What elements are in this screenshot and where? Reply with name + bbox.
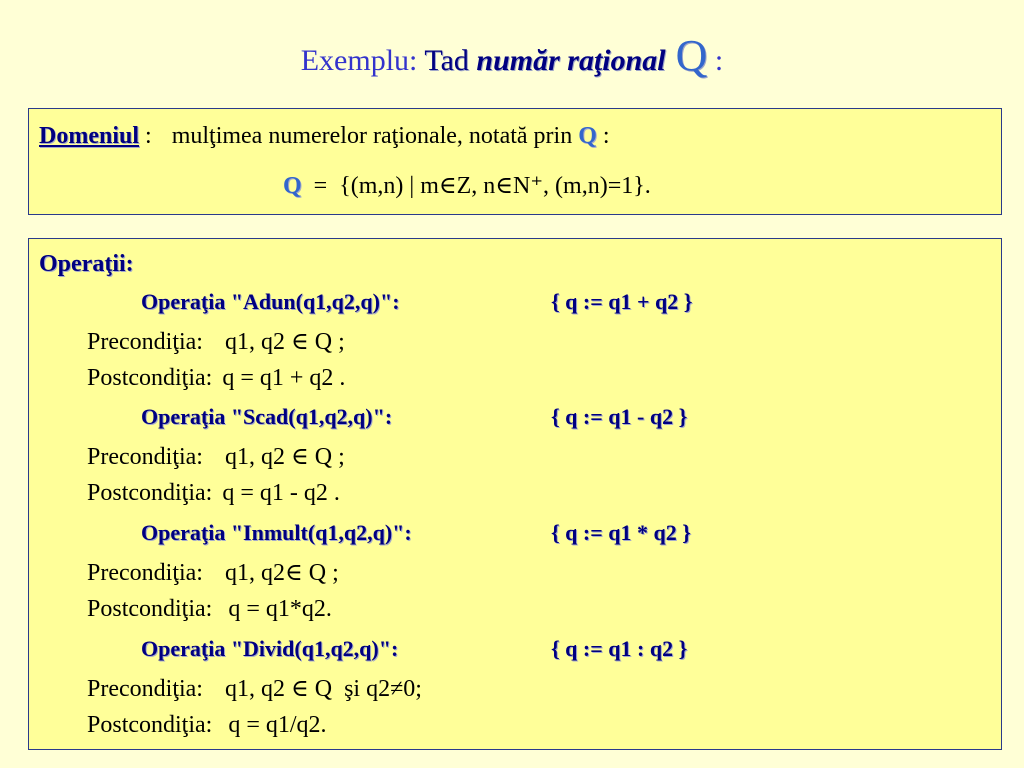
precondition-label: Precondiţia: bbox=[87, 676, 203, 702]
operation-signature: Operaţia "Adun(q1,q2,q)": bbox=[141, 289, 400, 314]
operation-effect: { q := q1 + q2 } bbox=[551, 289, 693, 314]
precondition-label: Precondiţia: bbox=[87, 560, 203, 586]
definition-equals: = bbox=[301, 173, 340, 199]
title-prefix: Exemplu: bbox=[300, 44, 425, 77]
title-tad: Tad bbox=[424, 44, 469, 77]
operation-effect: { q := q1 : q2 } bbox=[551, 636, 688, 661]
operation-signature: Operaţia "Divid(q1,q2,q)": bbox=[141, 636, 399, 661]
domain-symbol: Q bbox=[578, 123, 597, 149]
precondition-label: Precondiţia: bbox=[87, 329, 203, 355]
operations-heading: Operaţii: bbox=[39, 251, 134, 277]
precondition-text: q1, q2∈ Q ; bbox=[224, 560, 339, 586]
operation-postcondition bbox=[87, 596, 332, 623]
postcondition-label: Postcondiţia: bbox=[87, 480, 213, 506]
domain-description: mulţimea numerelor raţionale, notată prin bbox=[171, 123, 579, 149]
postcondition-text: q = q1 - q2 . bbox=[222, 480, 340, 506]
operation-postcondition bbox=[87, 480, 340, 507]
title-symbol: Q bbox=[675, 31, 708, 80]
operations-box bbox=[28, 238, 1002, 750]
postcondition-label: Postcondiţia: bbox=[87, 365, 213, 391]
postcondition-text: q = q1*q2. bbox=[228, 596, 332, 622]
title-subject: număr raţional bbox=[468, 44, 666, 77]
definition-set: {(m,n) | m∈Z, n∈N⁺, (m,n)=1}. bbox=[339, 173, 651, 199]
operation-effect: { q := q1 - q2 } bbox=[551, 404, 688, 429]
definition-symbol: Q bbox=[283, 173, 302, 199]
operation-precondition bbox=[87, 442, 345, 471]
postcondition-label: Postcondiţia: bbox=[87, 712, 213, 738]
operation-precondition bbox=[87, 558, 339, 587]
precondition-label: Precondiţia: bbox=[87, 444, 203, 470]
domain-label: Domeniul bbox=[39, 123, 140, 149]
title-suffix: : bbox=[707, 44, 724, 77]
domain-box bbox=[28, 108, 1002, 215]
slide-title bbox=[0, 30, 1024, 81]
domain-end: : bbox=[596, 123, 610, 149]
domain-sep: : bbox=[139, 123, 152, 149]
postcondition-text: q = q1/q2. bbox=[228, 712, 327, 738]
domain-line bbox=[39, 123, 610, 150]
precondition-text: q1, q2 ∈ Q ; bbox=[224, 329, 345, 355]
operation-effect: { q := q1 * q2 } bbox=[551, 520, 691, 545]
operation-postcondition bbox=[87, 365, 345, 392]
operation-precondition bbox=[87, 674, 422, 703]
operation-postcondition bbox=[87, 712, 327, 739]
precondition-text: q1, q2 ∈ Q şi q2≠0; bbox=[224, 676, 422, 702]
postcondition-text: q = q1 + q2 . bbox=[222, 365, 346, 391]
postcondition-label: Postcondiţia: bbox=[87, 596, 213, 622]
precondition-text: q1, q2 ∈ Q ; bbox=[224, 444, 345, 470]
operation-signature: Operaţia "Scad(q1,q2,q)": bbox=[141, 404, 393, 429]
operation-precondition bbox=[87, 327, 345, 356]
domain-definition-line bbox=[283, 171, 651, 200]
operation-signature: Operaţia "Inmult(q1,q2,q)": bbox=[141, 520, 412, 545]
